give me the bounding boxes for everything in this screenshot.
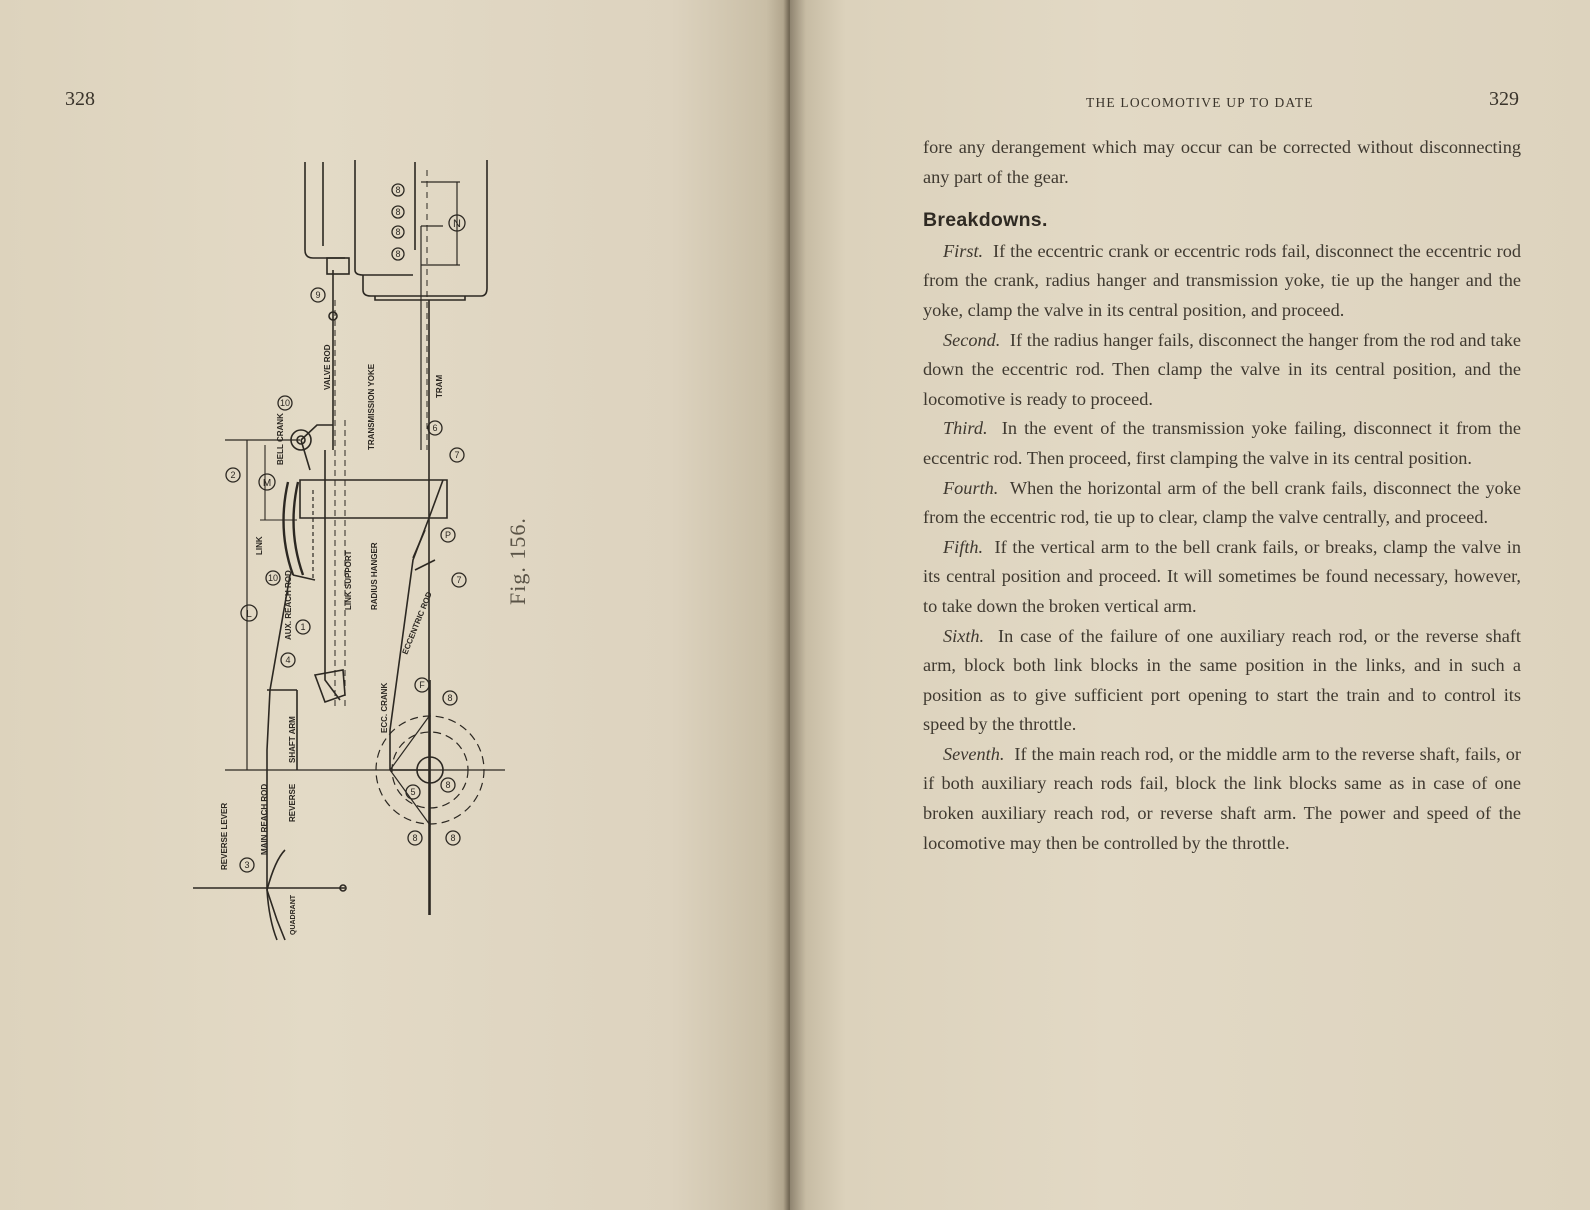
label-reverse: REVERSE	[288, 783, 297, 822]
marker-7b: 7	[456, 575, 462, 585]
marker-9: 9	[315, 290, 321, 300]
label-bell-crank: BELL CRANK	[276, 413, 285, 465]
label-transmission-yoke: TRANSMISSION YOKE	[367, 363, 376, 450]
running-head: THE LOCOMOTIVE UP TO DATE	[1086, 95, 1314, 110]
paragraph-fifth	[923, 533, 1521, 622]
marker-8c: 8	[395, 227, 401, 237]
label-quadrant: QUADRANT	[290, 894, 297, 935]
paragraph-lead: Second.	[943, 329, 1001, 350]
paragraph-lead: Third.	[943, 418, 988, 439]
left-page	[0, 0, 790, 1210]
marker-8h: 8	[450, 833, 456, 843]
marker-3: 3	[244, 860, 250, 870]
marker-1: 1	[300, 622, 306, 632]
paragraph-first	[923, 237, 1521, 326]
label-valve-rod: VALVE ROD	[323, 344, 332, 390]
marker-l: L	[246, 609, 252, 620]
marker-f: F	[419, 680, 425, 690]
marker-n: N	[453, 218, 461, 230]
paragraph-lead: Fourth.	[943, 477, 999, 498]
label-eccentric-rod: ECCENTRIC ROD	[400, 590, 434, 656]
marker-m: M	[262, 478, 272, 489]
paragraph-body: If the eccentric crank or eccentric rods fail, disconnect the eccentric rod from the crank, radius hanger and transmission yoke, tie up the hanger and the yoke, clamp the valve in its central position, and proceed.	[923, 240, 1521, 320]
marker-8g: 8	[412, 833, 418, 843]
marker-8f: 8	[445, 780, 451, 790]
paragraph-fourth	[923, 474, 1521, 533]
marker-8b: 8	[395, 207, 401, 217]
paragraph-third	[923, 414, 1521, 473]
paragraph-body: If the main reach rod, or the middle arm to the reverse shaft, fails, or if both auxiliary reach rods fail, block the link blocks same as in case of one broken auxiliary reach rod, or reverse shaft arm. The power and speed of the locomotive may then be controlled by the throttle.	[923, 743, 1522, 853]
marker-8d: 8	[395, 249, 401, 259]
marker-6: 6	[432, 423, 438, 433]
figure-caption: Fig. 156.	[505, 517, 530, 605]
marker-2: 2	[230, 470, 236, 480]
paragraph-body: In case of the failure of one auxiliary reach rod, or the reverse shaft arm, block both link blocks in the same position in the links, and in such a position as to give sufficient port opening to start the train and to control its speed by the throttle.	[923, 625, 1521, 735]
label-main-reach-rod: MAIN REACH ROD	[260, 783, 269, 855]
paragraph-second	[923, 326, 1521, 415]
paragraph-lead: Seventh.	[943, 743, 1005, 764]
paragraph-body: When the horizontal arm of the bell crank fails, disconnect the yoke from the eccentric rod, tie up to clear, clamp the valve centrally, and proceed.	[923, 477, 1521, 528]
label-ecc-crank: ECC. CRANK	[380, 682, 389, 733]
intro-paragraph: fore any derangement which may occur can be corrected without disconnecting any part of the gear.	[923, 137, 1521, 187]
body-text	[923, 133, 1521, 858]
paragraph-lead: Sixth.	[943, 625, 985, 646]
marker-5: 5	[410, 787, 416, 797]
valve-gear-diagram	[185, 150, 525, 950]
paragraph-body: In the event of the transmission yoke failing, disconnect it from the eccentric rod. Then proceed, first clamping the valve in its central position.	[923, 418, 1521, 468]
marker-10b: 10	[267, 573, 279, 583]
marker-4: 4	[285, 655, 291, 665]
page-number-right: 329	[1489, 88, 1519, 110]
marker-10a: 10	[279, 398, 291, 408]
marker-8e: 8	[447, 693, 453, 703]
marker-p: P	[444, 530, 452, 540]
paragraph-lead: Fifth.	[943, 536, 984, 557]
page-number-left: 328	[65, 88, 95, 110]
label-aux-reach-rod: AUX. REACH ROD	[284, 570, 293, 640]
label-reverse-lever: REVERSE LEVER	[220, 802, 229, 870]
label-link: LINK	[255, 536, 264, 555]
paragraph-body: If the vertical arm to the bell crank fails, or breaks, clamp the valve in its central position and proceed. It will sometimes be found necessary, however, to take down the broken vertical arm.	[923, 536, 1522, 616]
label-shaft-arm: SHAFT ARM	[288, 716, 297, 763]
paragraph-lead: First.	[943, 240, 984, 261]
label-link-support: LINK SUPPORT	[344, 550, 353, 610]
section-heading: Breakdowns.	[923, 209, 1048, 232]
marker-7a: 7	[454, 450, 460, 460]
paragraph-sixth	[923, 622, 1521, 740]
label-radius-hanger: RADIUS HANGER	[370, 542, 379, 610]
marker-8a: 8	[395, 185, 401, 195]
label-tram: TRAM	[435, 374, 444, 398]
paragraph-seventh	[923, 740, 1521, 858]
paragraph-body: If the radius hanger fails, disconnect the hanger from the rod and take down the eccentric rod. Then clamp the valve in its central position, and the locomotive is ready to proceed.	[923, 329, 1521, 409]
